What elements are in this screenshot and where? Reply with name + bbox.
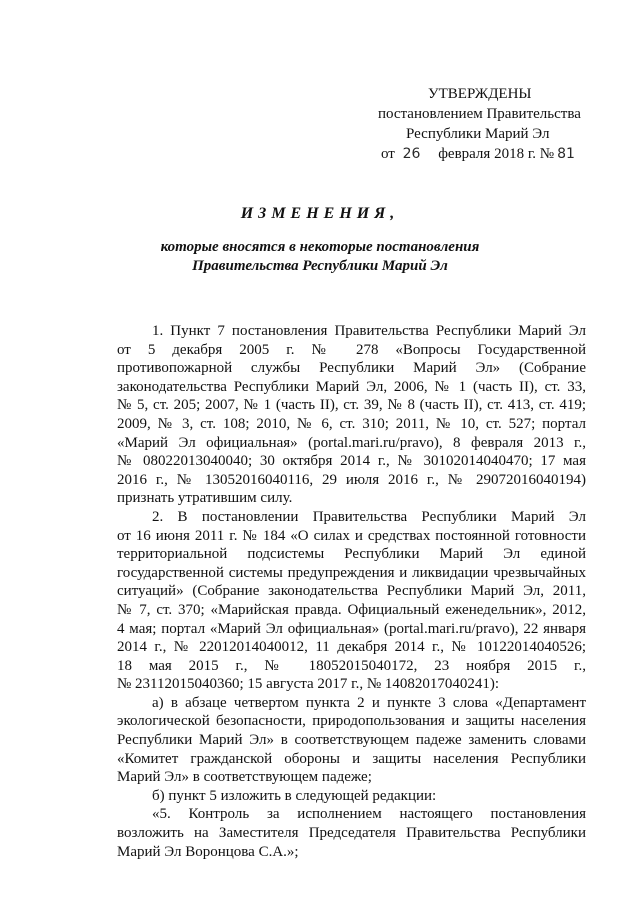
paragraph2-line: № 23112015040360; 15 августа 2017 г., № 14082017040241):	[117, 676, 500, 693]
paragraph1-line: 1. Пункт 7 постановления Правительства Республики Марий Эл	[152, 323, 586, 339]
paragraph1-line: законодательства Республики Марий Эл, 2006, № 1 (часть II), ст. 33,	[117, 378, 586, 395]
subtitle-line-2: Правительства Республики Марий Эл	[192, 258, 448, 274]
paragraph1-line: противопожарной службы Республики Марий Эл» (Собрание	[117, 360, 586, 377]
paragraph2-line: государственной системы предупреждения и ликвидации чрезвычайных	[117, 564, 586, 581]
approval-line-1: постановлением Правительства	[378, 106, 581, 122]
approval-stamp	[376, 84, 596, 164]
quote-line: Марий Эл Воронцова С.А.»;	[117, 843, 299, 860]
handwritten-decree-number: 81	[557, 146, 575, 162]
paragraph1-line: 2016 г., № 13052016040116, 29 июля 2016 г., № 29072016040194)	[117, 471, 586, 488]
subitem-a-line: Республики Марий Эл» в соответствующем падеже заменить словами	[117, 732, 586, 749]
paragraph1-line: № 5, ст. 205; 2007, № 1 (часть II), ст. 39, № 8 (часть II), ст. 413, ст. 419;	[117, 397, 586, 414]
subitem-b-line: б) пункт 5 изложить в следующей редакции:	[152, 787, 437, 804]
quote-line: «5. Контроль за исполнением настоящего постановления	[152, 806, 586, 823]
paragraph1-line: «Марий Эл официальная» (portal.mari.ru/pravo), 8 февраля 2013 г.,	[117, 434, 586, 451]
paragraph2-line: № 7, ст. 370; «Марийская правда. Официальный еженедельник», 2012,	[117, 601, 586, 618]
date-month-year: февраля 2018 г. №	[438, 146, 555, 162]
subtitle-line-1: которые вносятся в некоторые постановления	[160, 239, 480, 255]
document-body	[117, 322, 586, 861]
subitem-a-line: Марий Эл» в соответствующем падеже;	[117, 769, 372, 786]
paragraph2-line: территориальной подсистемы Республики Марий Эл единой	[117, 546, 586, 563]
quote-line: возложить на Заместителя Председателя Правительства Республики	[117, 825, 586, 842]
document-subtitle	[0, 238, 640, 276]
subitem-a-line: а) в абзаце четвертом пункта 2 и пункте 3 слова «Департамент	[152, 694, 586, 711]
approval-line-2: Республики Марий Эл	[406, 126, 550, 142]
approval-date-line	[376, 144, 596, 164]
paragraph2-line: ситуаций» (Собрание законодательства Республики Марий Эл, 2011,	[117, 583, 586, 600]
handwritten-date-day: 26	[402, 146, 421, 162]
approval-heading: УТВЕРЖДЕНЫ	[428, 86, 532, 102]
subitem-a-line: «Комитет гражданской обороны и защиты населения Республики	[117, 750, 586, 767]
paragraph1-line: от 5 декабря 2005 г. № 278 «Вопросы Государственной	[117, 341, 586, 358]
paragraph1-line: № 08022013040040; 30 октября 2014 г., № 30102014040470; 17 мая	[117, 453, 586, 470]
subitem-a-line: экологической безопасности, природопользования и защиты населения	[117, 713, 586, 730]
paragraph2-line: 2014 г., № 22012014040012, 11 декабря 2014 г., № 10122014040526;	[117, 639, 586, 656]
paragraph1-line: признать утратившим силу.	[117, 490, 293, 507]
paragraph2-line: от 16 июня 2011 г. № 184 «О силах и средствах постоянной готовности	[117, 527, 586, 544]
paragraph2-line: 4 мая; портал «Марий Эл официальная» (portal.mari.ru/pravo), 22 января	[117, 620, 586, 637]
paragraph1-line: 2009, № 3, ст. 108; 2010, № 6, ст. 310; 2011, № 10, ст. 527; портал	[117, 415, 586, 432]
date-prefix: от	[381, 146, 395, 162]
document-title: ИЗМЕНЕНИЯ,	[240, 205, 400, 222]
paragraph2-line: 18 мая 2015 г., № 18052015040172, 23 ноября 2015 г.,	[117, 657, 586, 674]
paragraph2-line: 2. В постановлении Правительства Республики Марий Эл	[152, 508, 586, 525]
